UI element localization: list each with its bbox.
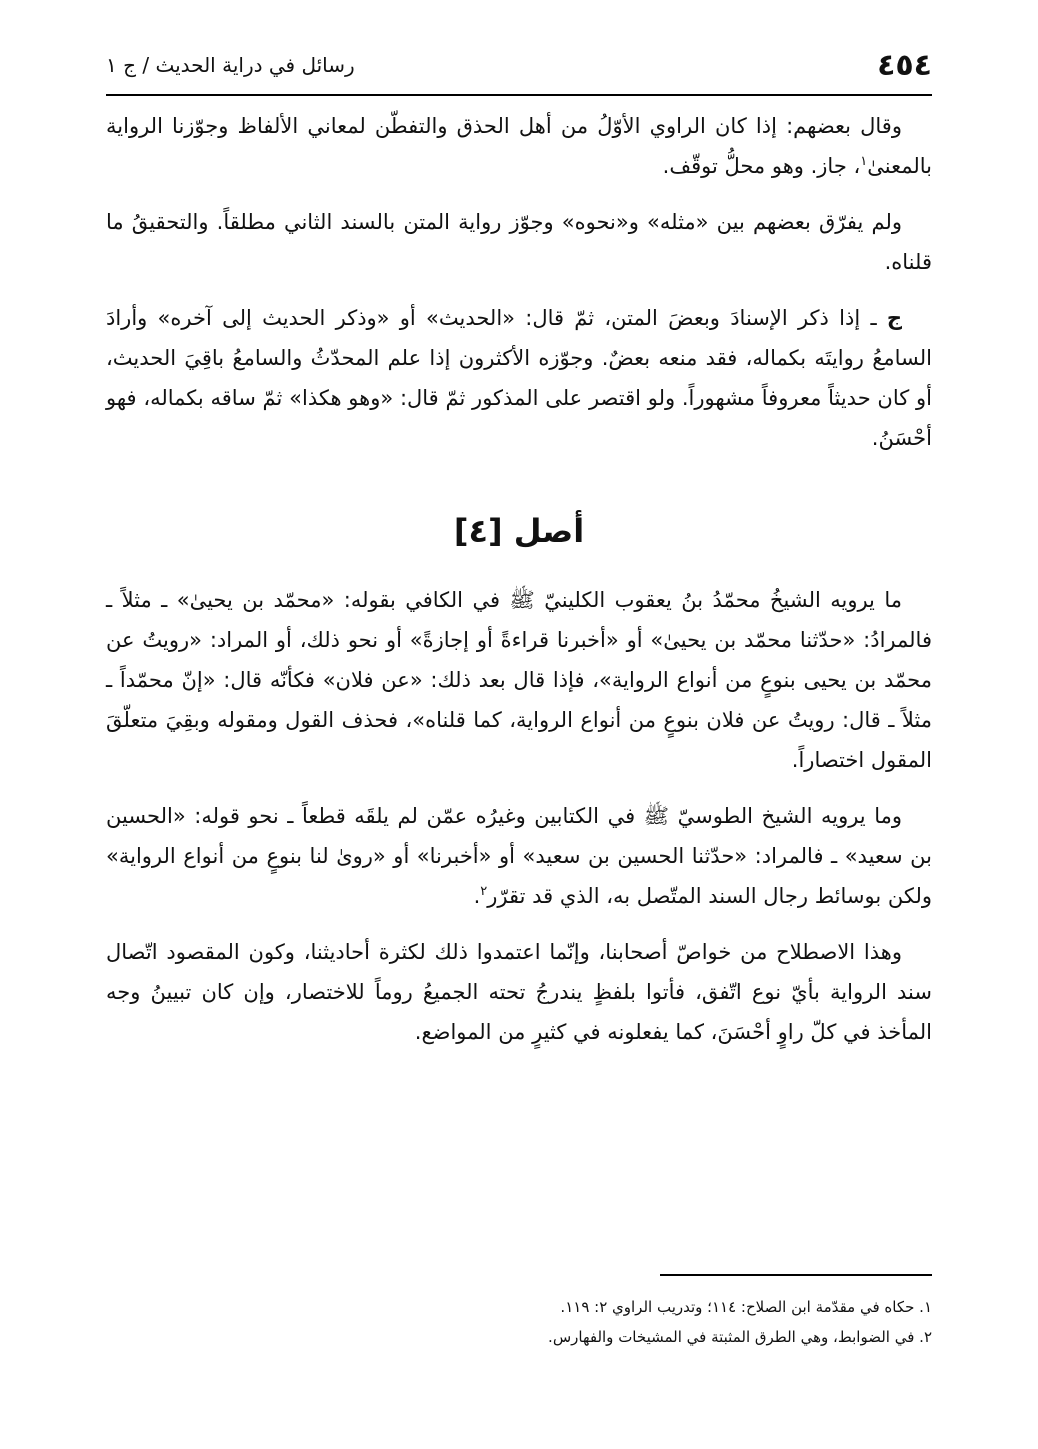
paragraph-text: وما يرويه الشيخ الطوسيّ ﷺ في الكتابين وغيرُه عمّن لم يلقَه قطعاً ـ نحو قوله: «الحسين بن سعيد» ـ فالمراد: «حدّثنا الحسين بن سعيد» أو «أخبرنا» أو «روىٰ لنا بنوعٍ من أنواع الرواية» ولكن بوسائط رجال السند المتّصل به، الذي قد تقرّر (106, 804, 932, 908)
paragraph (106, 106, 932, 186)
page-header (106, 40, 932, 96)
paragraph (106, 796, 932, 916)
book-title: رسائل في دراية الحديث / ج ١ (106, 53, 355, 77)
paragraph-text: ولم يفرّق بعضهم بين «مثله» و«نحوه» وجوّز رواية المتن بالسند الثاني مطلقاً. والتحقيقُ ما قلناه. (106, 210, 932, 274)
paragraph-text: وهذا الاصطلاح من خواصّ أصحابنا، وإنّما اعتمدوا ذلك لكثرة أحاديثنا، وكون المقصود اتّصال سند الرواية بأيّ نوع اتّفق، فأتوا بلفظٍ يندرجُ تحته الجميعُ روماً للاختصار، وإن كان تبيينُ وجه المأخذ في كلّ راوٍ أحْسَنَ، كما يفعلونه في كثيرٍ من المواضع. (106, 940, 932, 1044)
paragraph (106, 580, 932, 780)
page-body (106, 106, 932, 1068)
section-title: أصل [٤] (453, 512, 585, 550)
paragraph (106, 932, 932, 1052)
footnote-ref: ١ (860, 154, 868, 169)
footnote-separator (660, 1274, 932, 1276)
paragraph-text: ما يرويه الشيخُ محمّدُ بنُ يعقوب الكلينيّ ﷺ في الكافي بقوله: «محمّد بن يحيىٰ» ـ مثلاً ـ فالمرادُ: «حدّثنا محمّد بن يحيىٰ» أو «أخبرنا قراءةً أو إجازةً» أو نحو ذلك، أو المراد: «رويتُ عن محمّد بن يحيى بنوعٍ من أنواع الرواية»، فإذا قال بعد ذلك: «عن فلان» فكأنّه قال: «إنّ محمّداً ـ مثلاً ـ قال: رويتُ عن فلان بنوعٍ من أنواع الرواية، كما قلناه»، فحذف القول ومقوله وبقِيَ متعلّقَ المقول اختصاراً. (106, 588, 932, 772)
paragraph-text: ـ إذا ذكر الإسنادَ وبعضَ المتن، ثمّ قال: «الحديث» أو «وذكر الحديث إلى آخره» وأرادَ السامعُ روايتَه بكماله، فقد منعه بعضٌ. وجوّزه الأكثرون إذا علم المحدّثُ والسامعُ باقِيَ الحديث، أو كان حديثاً معروفاً مشهوراً. ولو اقتصر على المذكور ثمّ قال: «وهو هكذا» ثمّ ساقه بكماله، فهو أحْسَنُ. (106, 306, 932, 450)
page-number: ٤٥٤ (877, 47, 932, 83)
footnote: ١. حكاه في مقدّمة ابن الصلاح: ١١٤؛ وتدريب الراوي ٢: ١١٩. (560, 1298, 932, 1316)
footnote: ٢. في الضوابط، وهي الطرق المثبتة في المشيخات والفهارس. (548, 1328, 932, 1346)
paragraph-lead-letter: ج (886, 306, 902, 330)
footnote-ref: ٢ (480, 884, 488, 899)
paragraph (106, 202, 932, 282)
paragraph-tail: . (473, 884, 481, 908)
paragraph (106, 298, 932, 458)
paragraph-tail: ، جاز. وهو محلُّ توقّف. (662, 154, 861, 178)
paragraph-text: وقال بعضهم: إذا كان الراوي الأوّلُ من أهل الحذق والتفطّن لمعاني الألفاظ وجوّزنا الرواية بالمعنىٰ (106, 114, 932, 178)
footnotes (106, 1292, 932, 1352)
